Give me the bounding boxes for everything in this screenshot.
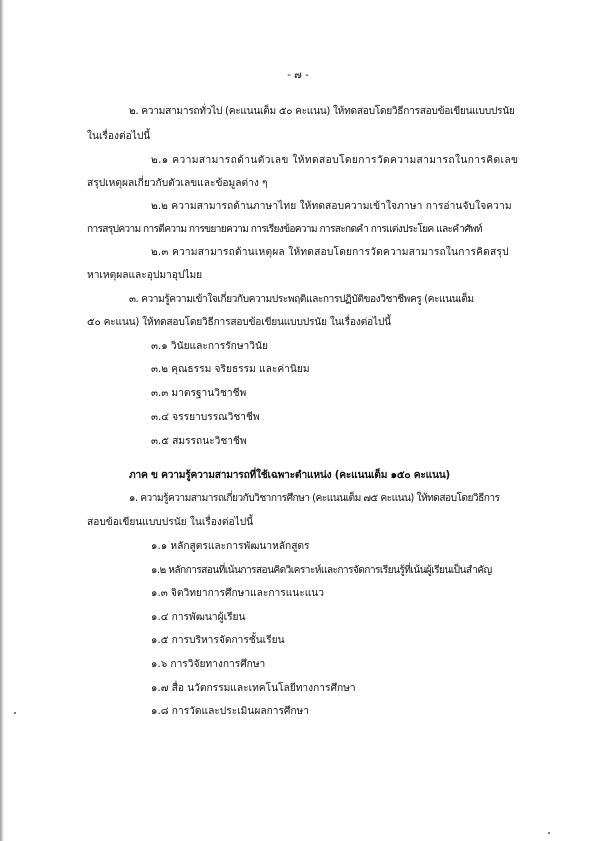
- item-3-5: ๓.๕ สมรรถนะวิชาชีพ: [151, 436, 247, 447]
- section-b-heading: ภาค ข ความรู้ความสามารถที่ใช้เฉพาะตำแหน่ง (คะแนนเต็ม ๑๕๐ คะแนน): [129, 470, 450, 481]
- item-2-heading: ๒. ความสามารถทั่วไป (คะแนนเต็ม ๕๐ คะแนน) ให้ทดสอบโดยวิธีการสอบข้อเขียนแบบปรนัย: [129, 106, 515, 117]
- item-3-4: ๓.๔ จรรยาบรรณวิชาชีพ: [151, 412, 260, 423]
- scan-speck: [14, 712, 16, 714]
- item-1-5: ๑.๕ การบริหารจัดการชั้นเรียน: [151, 635, 285, 646]
- scan-speck: [548, 832, 550, 834]
- item-1-8: ๑.๘ การวัดและประเมินผลการศึกษา: [151, 706, 309, 717]
- item-1-3: ๑.๓ จิตวิทยาการศึกษาและการแนะแนว: [151, 588, 324, 599]
- item-2-3-continuation: หาเหตุผลและอุปมาอุปไมย: [87, 270, 203, 281]
- item-2-continuation: ในเรื่องต่อไปนี้: [87, 131, 151, 142]
- section-b-item-1-heading: ๑. ความรู้ความสามารถเกี่ยวกับวิชาการศึกษา (คะแนนเต็ม ๗๕ คะแนน) ให้ทดสอบโดยวิธีการ: [129, 493, 500, 504]
- item-1-1: ๑.๑ หลักสูตรและการพัฒนาหลักสูตร: [151, 541, 310, 552]
- item-3-1: ๓.๑ วินัยและการรักษาวินัย: [151, 341, 268, 352]
- item-1-4: ๑.๔ การพัฒนาผู้เรียน: [151, 612, 246, 623]
- item-2-1-heading: ๒.๑ ความสามารถด้านตัวเลข ให้ทดสอบโดยการวัดความสามารถในการคิดเลข: [151, 155, 519, 166]
- scan-edge-shadow: [0, 0, 4, 841]
- item-2-1-continuation: สรุปเหตุผลเกี่ยวกับตัวเลขและข้อมูลต่าง ๆ: [87, 178, 268, 189]
- item-1-6: ๑.๖ การวิจัยทางการศึกษา: [151, 659, 266, 670]
- item-2-3-heading: ๒.๓ ความสามารถด้านเหตุผล ให้ทดสอบโดยการวัดความสามารถในการคิดสรุป: [151, 247, 509, 258]
- item-2-2-continuation: การสรุปความ การตีความ การขยายความ การเรียงข้อความ การสะกดคำ การแต่งประโยค และคำศัพท์: [87, 224, 482, 235]
- item-3-2: ๓.๒ คุณธรรม จริยธรรม และค่านิยม: [151, 364, 310, 375]
- section-b-item-1-continuation: สอบข้อเขียนแบบปรนัย ในเรื่องต่อไปนี้: [87, 517, 254, 528]
- item-1-2: ๑.๒ หลักการสอนที่เน้นการสอนคิดวิเคราะห์และการจัดการเรียนรู้ที่เน้นผู้เรียนเป็นสำคัญ: [151, 565, 492, 576]
- page-number: - ๗ -: [287, 70, 309, 81]
- item-3-continuation: ๕๐ คะแนน) ให้ทดสอบโดยวิธีการสอบข้อเขียนแบบปรนัย ในเรื่องต่อไปนี้: [87, 317, 391, 328]
- item-1-7: ๑.๗ สื่อ นวัตกรรมและเทคโนโลยีทางการศึกษา: [151, 683, 356, 694]
- item-3-heading: ๓. ความรู้ความเข้าใจเกี่ยวกับความประพฤติและการปฏิบัติของวิชาชีพครู (คะแนนเต็ม: [129, 294, 474, 305]
- item-3-3: ๓.๓ มาตรฐานวิชาชีพ: [151, 388, 247, 399]
- item-2-2-heading: ๒.๒ ความสามารถด้านภาษาไทย ให้ทดสอบความเข้าใจภาษา การอ่านจับใจความ: [151, 201, 512, 212]
